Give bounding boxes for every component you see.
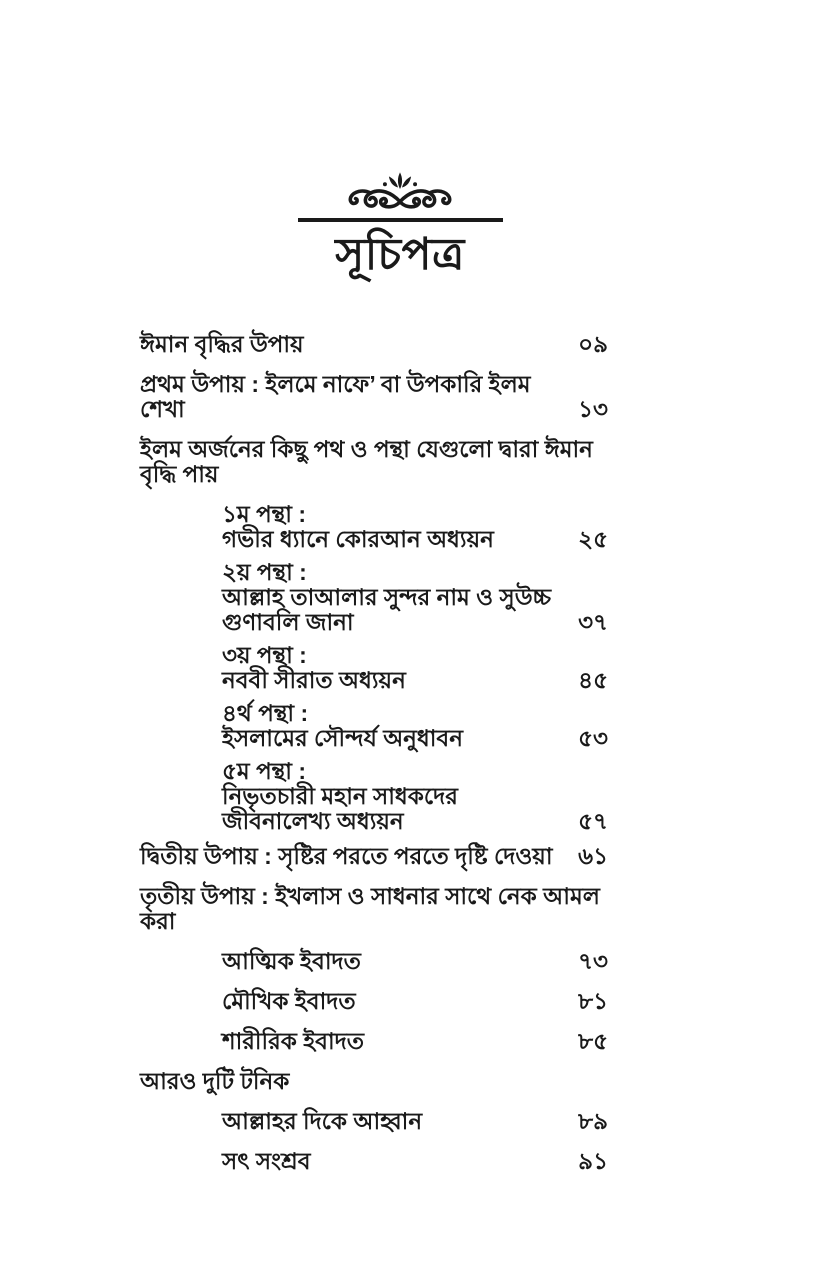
toc-header bbox=[0, 170, 800, 286]
toc-entry bbox=[140, 884, 608, 934]
toc-entry-label: ইলম অর্জনের কিছু পথ ও পন্থা যেগুলো দ্বারা ঈমান বৃদ্ধি পায় bbox=[140, 436, 593, 487]
toc-entry-label: আরও দুটি টনিক bbox=[140, 1068, 290, 1094]
toc-entry-label: তৃতীয় উপায় : ইখলাস ও সাধনার সাথে নেক আমল করা bbox=[140, 883, 600, 934]
toc-entry bbox=[140, 332, 608, 357]
toc-entry-page: ২৫ bbox=[578, 526, 608, 552]
toc-entry-label: নিভৃতচারী মহান সাধকদের জীবনালেখ্য অধ্যয়ন bbox=[222, 783, 458, 834]
toc-entry bbox=[140, 643, 608, 693]
toc-entry-page: ৯১ bbox=[578, 1148, 608, 1174]
toc-entry bbox=[140, 989, 608, 1014]
toc-entry bbox=[140, 1149, 608, 1174]
toc-entry bbox=[140, 701, 608, 751]
toc-entry-prefix: ৪র্থ পন্থা : bbox=[222, 700, 309, 726]
toc-entry-page: ৮১ bbox=[578, 988, 608, 1014]
toc-entry-label: আল্লাহর দিকে আহ্বান bbox=[222, 1108, 423, 1134]
toc-entry-label: গভীর ধ্যানে কোরআন অধ্যয়ন bbox=[222, 526, 494, 552]
floral-flourish-icon bbox=[339, 170, 461, 216]
toc-entry bbox=[140, 1069, 608, 1094]
toc-entry-page: ৬১ bbox=[578, 843, 608, 869]
toc-entry-page: ৫৭ bbox=[578, 808, 608, 834]
toc-entry-label: মৌখিক ইবাদত bbox=[222, 988, 356, 1014]
toc-entry-prefix: ২য় পন্থা : bbox=[222, 559, 307, 585]
toc-entry-page: ১৩ bbox=[578, 396, 608, 422]
toc-entry-page: ৮৫ bbox=[578, 1028, 608, 1054]
toc-entry-label: নববী সীরাত অধ্যয়ন bbox=[222, 667, 406, 693]
toc-entry-page: ৫৩ bbox=[578, 725, 608, 751]
toc-entry bbox=[140, 560, 608, 635]
toc-entry bbox=[140, 949, 608, 974]
toc-entry bbox=[140, 372, 608, 422]
page-title: সূচিপত্র bbox=[335, 230, 465, 279]
toc-entry-prefix: ৫ম পন্থা : bbox=[222, 758, 306, 784]
toc-entry-label: আত্মিক ইবাদত bbox=[222, 948, 361, 974]
toc-entry bbox=[140, 1029, 608, 1054]
toc-entry-label: প্রথম উপায় : ইলমে নাফে’ বা উপকারি ইলম শেখা bbox=[140, 371, 531, 422]
toc-entry-label: শারীরিক ইবাদত bbox=[222, 1028, 364, 1054]
toc-entry-label: ঈমান বৃদ্ধির উপায় bbox=[140, 331, 304, 357]
title-rule bbox=[298, 218, 503, 222]
toc-entry bbox=[140, 502, 608, 552]
toc-entry bbox=[140, 437, 608, 487]
toc-entry-page: ৩৭ bbox=[578, 609, 608, 635]
toc-entry-prefix: ৩য় পন্থা : bbox=[222, 642, 307, 668]
toc-entry-label: সৎ সংশ্রব bbox=[222, 1148, 311, 1174]
toc-entry-label: দ্বিতীয় উপায় : সৃষ্টির পরতে পরতে দৃষ্টি দেওয়া bbox=[140, 843, 553, 869]
toc-list bbox=[140, 332, 608, 1189]
toc-entry bbox=[140, 1109, 608, 1134]
toc-entry-page: ৮৯ bbox=[578, 1108, 608, 1134]
toc-entry bbox=[140, 844, 608, 869]
toc-entry-page: ৪৫ bbox=[578, 667, 608, 693]
toc-entry-label: ইসলামের সৌন্দর্য অনুধাবন bbox=[222, 725, 463, 751]
toc-entry-page: ০৯ bbox=[578, 331, 608, 357]
toc-entry bbox=[140, 759, 608, 834]
toc-entry-label: আল্লাহ তাআলার সুন্দর নাম ও সুউচ্চ গুণাবলি জানা bbox=[222, 584, 552, 635]
toc-entry-page: ৭৩ bbox=[578, 948, 608, 974]
toc-entry-prefix: ১ম পন্থা : bbox=[222, 501, 306, 527]
